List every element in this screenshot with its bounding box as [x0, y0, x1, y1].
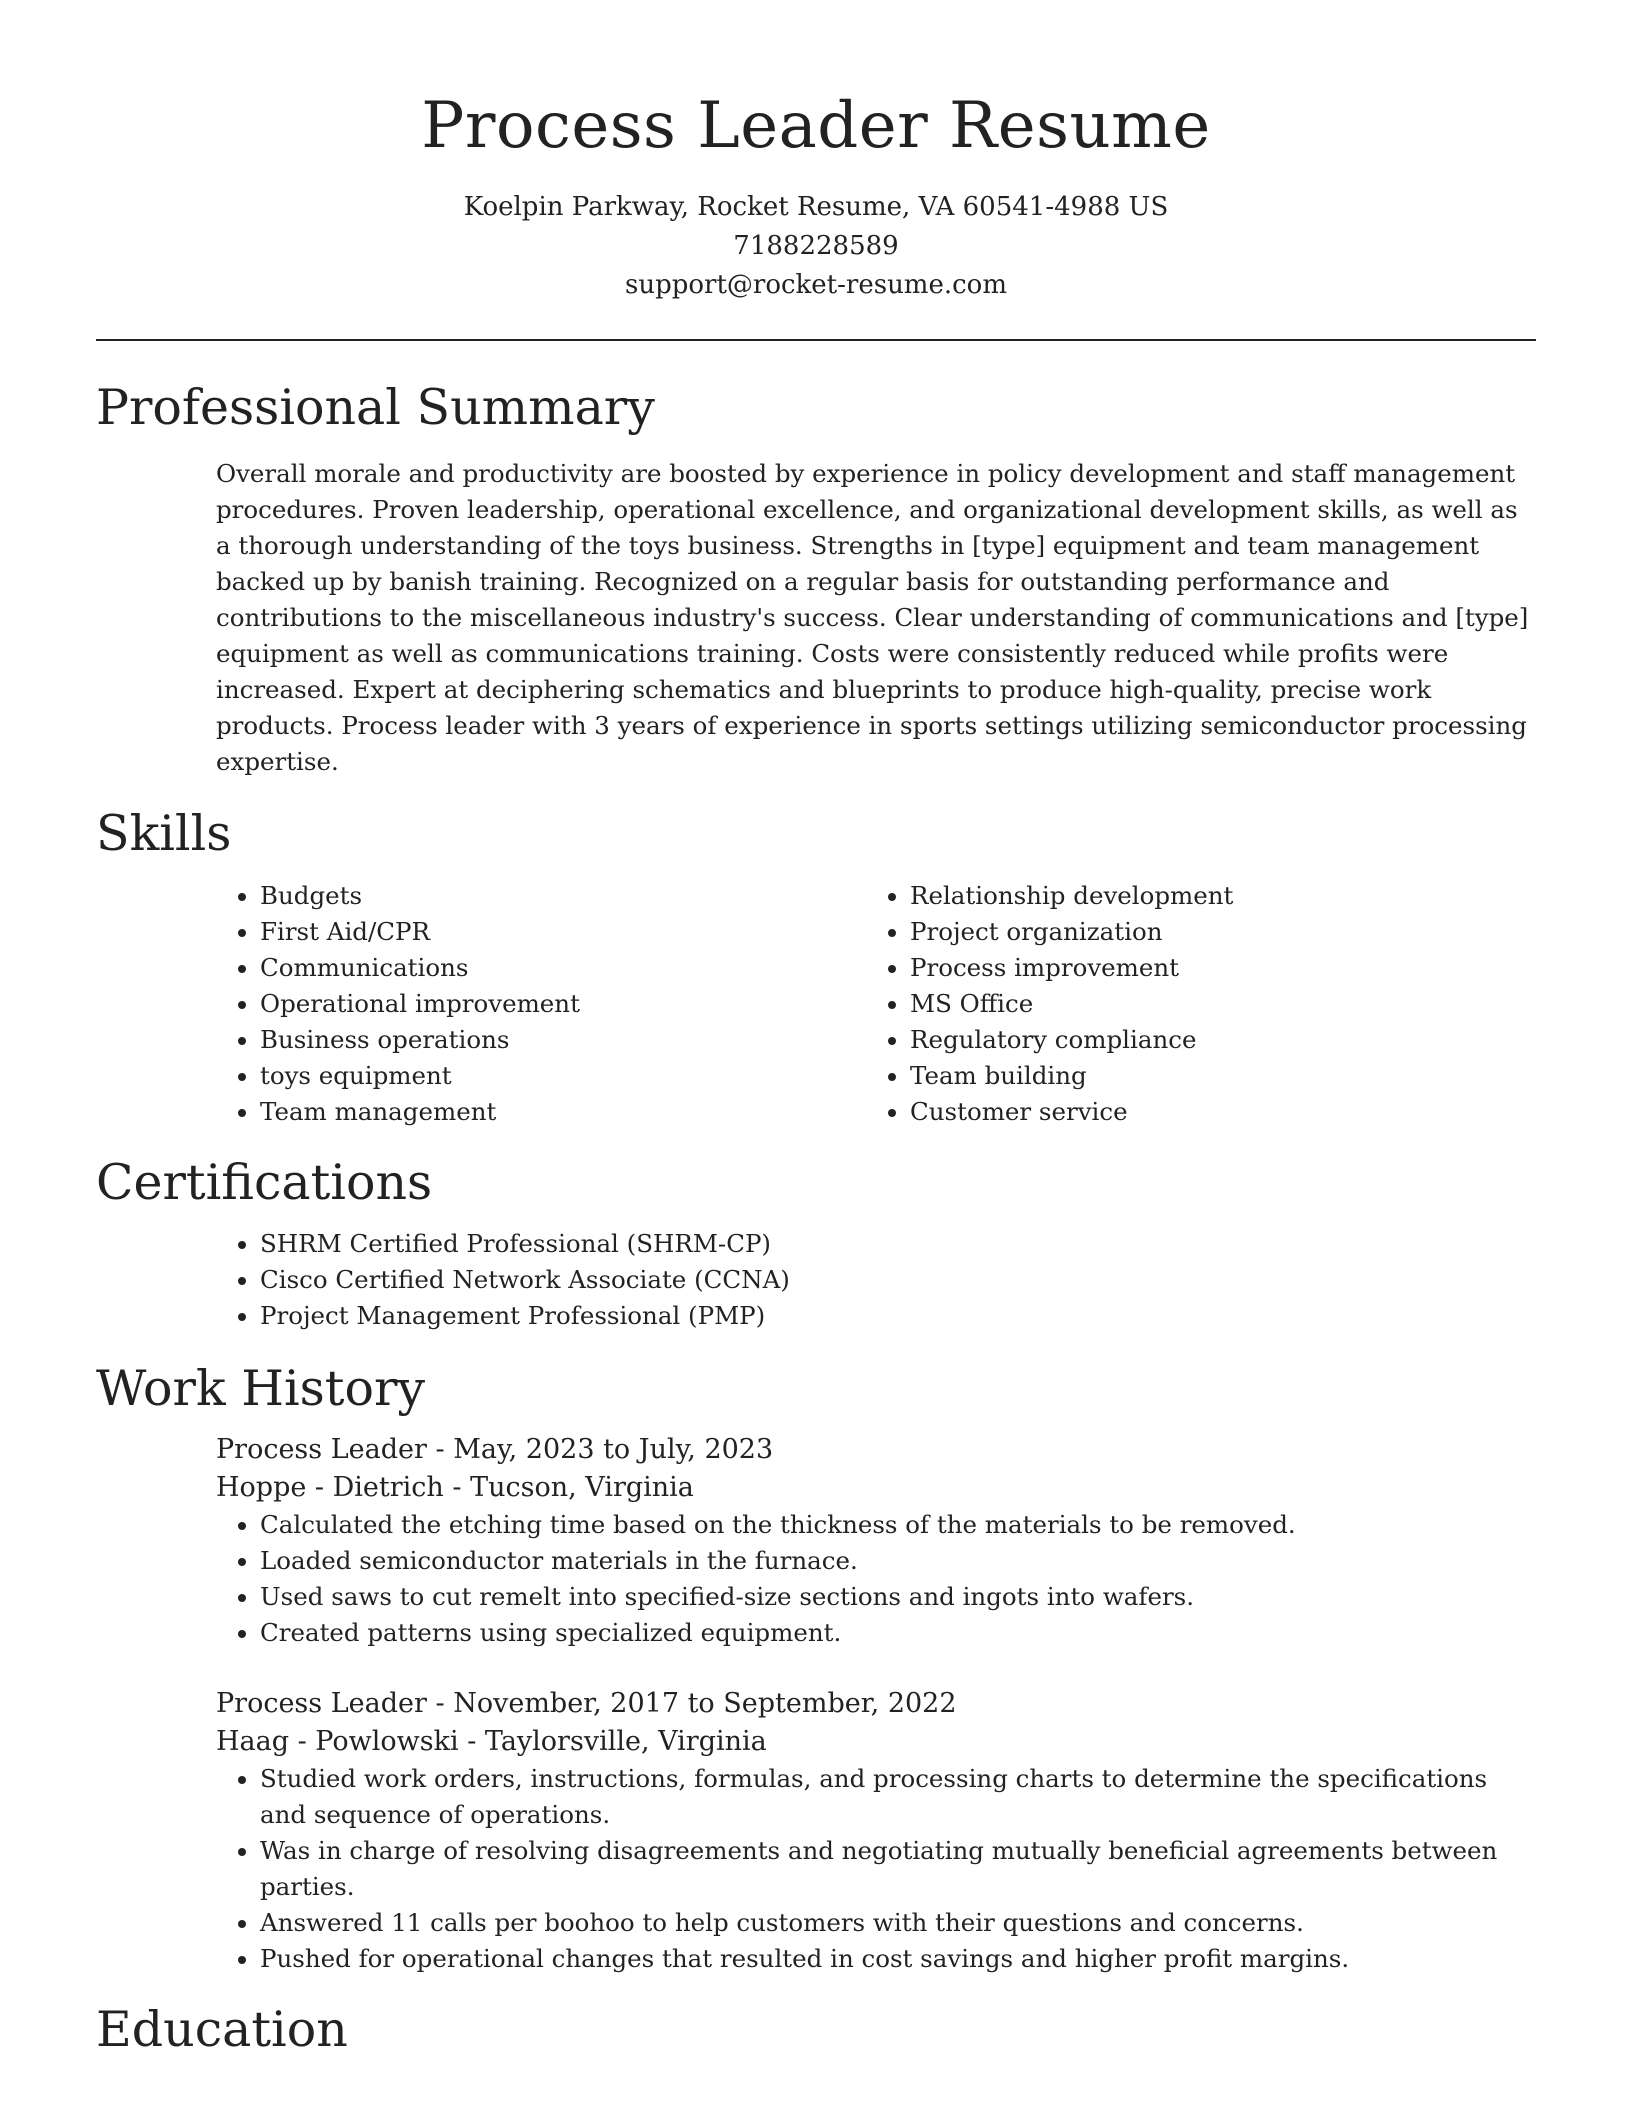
skills-grid	[216, 878, 1536, 1130]
contact-address: Koelpin Parkway, Rocket Resume, VA 60541-4988 US	[463, 192, 1169, 222]
skills-column-left	[216, 878, 866, 1130]
contact-block	[96, 188, 1536, 305]
summary-body	[216, 456, 1536, 780]
job-bullet: • Created patterns using specialized equipment.	[260, 1615, 1536, 1651]
work-history-heading: Work History	[96, 1360, 426, 1417]
skill-item: • Operational improvement	[260, 986, 866, 1022]
contact-email: support@rocket-resume.com	[624, 270, 1007, 300]
job-company: Hoppe - Dietrich	[216, 1472, 444, 1503]
skill-item: • Customer service	[910, 1094, 1516, 1130]
job-bullet: • Was in charge of resolving disagreements and negotiating mutually beneficial agreements between parties.	[260, 1833, 1536, 1905]
job-company-line: Hoppe - Dietrich - Tucson, Virginia	[216, 1472, 694, 1503]
job-bullet: • Pushed for operational changes that resulted in cost savings and higher profit margins.	[260, 1941, 1536, 1977]
job-dates: November, 2017 to September, 2022	[453, 1688, 957, 1719]
skill-item: • Regulatory compliance	[910, 1022, 1516, 1058]
job-company-line: Haag - Powlowski - Taylorsville, Virginia	[216, 1726, 767, 1757]
skill-item: • Budgets	[260, 878, 866, 914]
job-company: Haag - Powlowski	[216, 1726, 459, 1757]
skill-item: • Business operations	[260, 1022, 866, 1058]
header-divider	[96, 339, 1536, 341]
resume-page	[96, 0, 1536, 2061]
skill-item: • MS Office	[910, 986, 1516, 1022]
skill-item: • Project organization	[910, 914, 1516, 950]
skills-list-right	[866, 878, 1516, 1130]
job-dates: May, 2023 to July, 2023	[453, 1434, 774, 1465]
skill-item: • Communications	[260, 950, 866, 986]
skills-column-right	[866, 878, 1516, 1130]
education-heading: Education	[96, 2001, 348, 2058]
job-bullet-list	[216, 1507, 1536, 1651]
job-entry	[216, 1431, 1536, 1651]
job-title: Process Leader	[216, 1688, 427, 1719]
job-title-line: Process Leader - November, 2017 to September, 2022	[216, 1688, 957, 1719]
summary-text: Overall morale and productivity are boosted by experience in policy development and staff management procedures. Proven leadership, operational excellence, and organizational development skills, as well as a thorough understanding of the toys business. Strengths in [type] equipment and team management backed up by banish training. Recognized on a regular basis for outstanding performance and contributions to the miscellaneous industry's success. Clear understanding of communications and [type] equipment as well as communications training. Costs were consistently reduced while profits were increased. Expert at deciphering schematics and blueprints to produce high-quality, precise work products. Process leader with 3 years of experience in sports settings utilizing semiconductor processing expertise.	[216, 459, 1529, 776]
certification-item: • Project Management Professional (PMP)	[260, 1298, 1536, 1334]
job-location: Taylorsville, Virginia	[484, 1726, 767, 1757]
skill-item: • Team management	[260, 1094, 866, 1130]
certifications-body	[216, 1226, 1536, 1334]
certifications-list	[216, 1226, 1536, 1334]
resume-title: Process Leader Resume	[421, 89, 1211, 163]
summary-heading: Professional Summary	[96, 379, 655, 436]
certifications-heading: Certifications	[96, 1154, 433, 1211]
skill-item: • Relationship development	[910, 878, 1516, 914]
contact-phone: 7188228589	[733, 231, 899, 261]
skills-list-left	[216, 878, 866, 1130]
job-bullet: • Used saws to cut remelt into specified-size sections and ingots into wafers.	[260, 1579, 1536, 1615]
skill-item: • Team building	[910, 1058, 1516, 1094]
skills-heading: Skills	[96, 805, 232, 862]
job-title: Process Leader	[216, 1434, 427, 1465]
certifications-section	[96, 1152, 1536, 1334]
resume-header	[96, 0, 1536, 305]
job-bullet: • Loaded semiconductor materials in the furnace.	[260, 1543, 1536, 1579]
work-history-body	[216, 1431, 1536, 1977]
job-bullet: • Answered 11 calls per boohoo to help customers with their questions and concerns.	[260, 1905, 1536, 1941]
education-section	[96, 1999, 1536, 2061]
job-bullet: • Studied work orders, instructions, formulas, and processing charts to determine the specifications and sequence of operations.	[260, 1761, 1536, 1833]
skill-item: • Process improvement	[910, 950, 1516, 986]
job-bullet: • Calculated the etching time based on the thickness of the materials to be removed.	[260, 1507, 1536, 1543]
work-history-section	[96, 1358, 1536, 1977]
certification-item: • Cisco Certified Network Associate (CCNA)	[260, 1262, 1536, 1298]
job-bullet-list	[216, 1761, 1536, 1977]
job-entry	[216, 1685, 1536, 1977]
skill-item: • toys equipment	[260, 1058, 866, 1094]
summary-section	[96, 377, 1536, 780]
skill-item: • First Aid/CPR	[260, 914, 866, 950]
certification-item: • SHRM Certified Professional (SHRM-CP)	[260, 1226, 1536, 1262]
skills-section	[96, 803, 1536, 1130]
job-location: Tucson, Virginia	[470, 1472, 694, 1503]
job-title-line: Process Leader - May, 2023 to July, 2023	[216, 1434, 774, 1465]
